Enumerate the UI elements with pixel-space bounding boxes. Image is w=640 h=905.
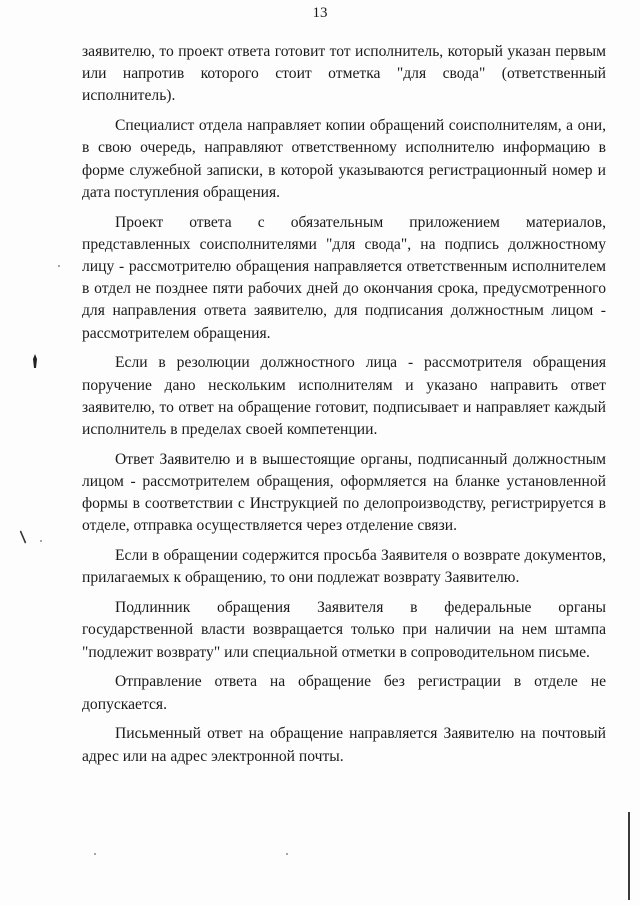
margin-scratch-mark	[14, 528, 32, 546]
paragraph: Отправление ответа на обращение без регистрации в отделе не допускается.	[82, 673, 606, 713]
scan-speck	[286, 853, 288, 855]
scratch-icon	[16, 530, 30, 544]
page-number: 13	[312, 5, 328, 21]
scan-speck	[40, 540, 42, 542]
paragraph: Письменный ответ на обращение направляется Заявителю на почтовый адрес или на адрес электронной почты.	[82, 725, 606, 765]
scan-speck	[58, 265, 60, 267]
paragraph: заявителю, то проект ответа готовит тот исполнитель, который указан первым или напротив которого стоит отметка "для свода" (ответственный исполнитель).	[82, 43, 606, 105]
paragraph: Если в обращении содержится просьба Заявителя о возврате документов, прилагаемых к обращению, то они подлежат возврату Заявителю.	[82, 547, 606, 587]
ink-blot-icon	[30, 354, 40, 368]
paragraph: Если в резолюции должностного лица - рассмотрителя обращения поручение дано нескольким исполнителям и указано направить ответ заявителю, то ответ на обращение готовит, подписывает и направляет каждый исполнитель в пределах своей компетенции.	[82, 354, 606, 439]
document-body	[82, 41, 606, 775]
scan-edge-line	[628, 812, 630, 900]
paragraph: Ответ Заявителю и в вышестоящие органы, подписанный должностным лицом - рассмотрителем обращения, оформляется на бланке установленной формы в соответствии с Инструкцией по делопроизводству, регистрируется в отделе, отправка осуществляется через отделение связи.	[82, 450, 606, 535]
paragraph: Проект ответа с обязательным приложением материалов, представленных соисполнителями "для свода", на подпись должностному лицу - рассмотрителю обращения направляется ответственным исполнителем в отдел не позднее пяти рабочих дней до окончания срока, предусмотренного для направления ответа заявителю, для подписания должностным лицом - рассмотрителем обращения.	[82, 213, 606, 342]
paragraph: Специалист отдела направляет копии обращений соисполнителям, а они, в свою очередь, направляют ответственному исполнителю информацию в форме служебной записки, в которой указываются регистрационный номер и дата поступления обращения.	[82, 117, 606, 201]
scan-speck	[94, 853, 96, 855]
margin-ink-mark	[30, 354, 40, 372]
paragraph: Подлинник обращения Заявителя в федеральные органы государственной власти возвращается только при наличии на нем штампа "подлежит возврату" или специальной отметки в сопроводительном письме.	[82, 599, 606, 661]
